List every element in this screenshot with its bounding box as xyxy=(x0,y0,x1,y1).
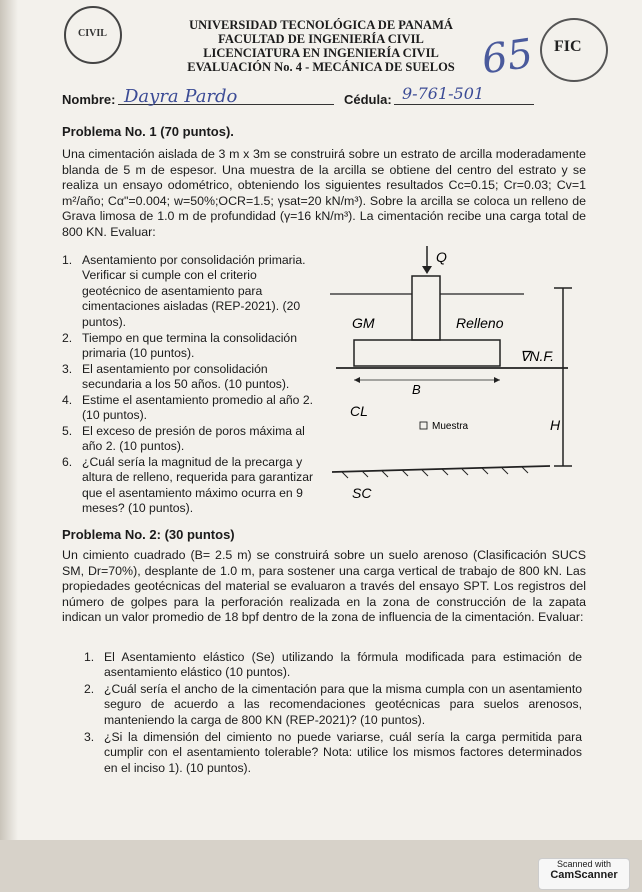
width-label: B xyxy=(412,382,421,397)
soil-profile-diagram xyxy=(328,240,588,510)
page-shadow xyxy=(0,0,18,840)
load-arrowhead xyxy=(422,266,432,274)
p2-item-number: 3. xyxy=(84,730,95,744)
p1-item-number: 4. xyxy=(62,393,73,407)
p1-item-number: 6. xyxy=(62,455,73,469)
name-label: Nombre: xyxy=(62,92,116,107)
thickness-label: H xyxy=(550,417,561,433)
p1-item-number: 2. xyxy=(62,331,73,345)
load-label: Q xyxy=(436,249,447,265)
p1-item-number: 5. xyxy=(62,424,73,438)
sample-label: Muestra xyxy=(432,421,469,432)
problem-1-title: Problema No. 1 (70 puntos). xyxy=(62,124,234,139)
problem-1-statement: Una cimentación aislada de 3 m x 3m se construirá sobre un estrato de arcilla moderadamente blanda de 5 m de espesor. Una muestra de la arcilla se obtiene del centro del estrato y se realiza un ensayo odométrico, obteniendo los siguientes resultados Cc=0.15; Cr=0.03; Cv=1 m²/año; Cα"=0.004; w=50%;OCR=1.5; γsat=20 kN/m³). Sobre la arcilla se coloca un relleno de Grava limosa de 1.0 m de profundidad (γ=16 kN/m³). La cimentación recibe una carga total de 800 KN. Evaluar: xyxy=(62,147,586,239)
student-name: Dayra Pardo xyxy=(124,86,238,107)
header-faculty: FACULTAD DE INGENIERÍA CIVIL xyxy=(218,32,424,46)
gm-label: GM xyxy=(352,315,375,331)
p1-item-number: 3. xyxy=(62,362,73,376)
p2-item-number: 1. xyxy=(84,650,95,664)
handwritten-score: 65 xyxy=(479,30,536,84)
id-underline xyxy=(394,104,534,105)
width-arrow-right xyxy=(494,377,500,383)
camscanner-watermark xyxy=(538,858,630,890)
problem-2-title: Problema No. 2: (30 puntos) xyxy=(62,527,235,542)
p1-item-6: ¿Cuál sería la magnitud de la precarga y altura de relleno, requerida para garantizar que el asentamiento máximo ocurra en 9 meses? (10 puntos). xyxy=(82,455,314,516)
header-evaluation: EVALUACIÓN No. 4 - MECÁNICA DE SUELOS xyxy=(187,60,455,74)
scanner-line-2: CamScanner xyxy=(550,869,618,881)
sample-marker xyxy=(420,422,427,429)
exam-header xyxy=(0,18,642,74)
p2-item-number: 2. xyxy=(84,682,95,696)
header-degree: LICENCIATURA EN INGENIERÍA CIVIL xyxy=(203,46,439,60)
footing xyxy=(354,340,500,366)
scanner-line-1: Scanned with xyxy=(556,859,612,869)
p1-item-1: Asentamiento por consolidación primaria. Verificar si cumple con el criterio geotécnico de asentamiento para cimentaciones aisladas (REP-2021). (20 puntos). xyxy=(82,253,306,329)
clay-label: CL xyxy=(350,403,368,419)
bottom-label: SC xyxy=(352,485,372,501)
fill-label: Relleno xyxy=(456,315,504,331)
problem-2-statement: Un cimiento cuadrado (B= 2.5 m) se construirá sobre un suelo arenoso (Clasificación SUCS SM, Dr=70%), desplante de 1.0 m, para sostener una carga vertical de trabajo de 800 kN. Las propiedades geotécnicas del material se evaluaron a través del ensayo SPT. Los registros del número de golpes para la perforación realizada en la zona de construcción de la zapata indican un valor promedio de 18 bpf dentro de la zona de influencia de la cimentación. Evaluar: xyxy=(62,548,586,624)
p1-item-3: El asentamiento por consolidación secundaria a los 50 años. (10 puntos). xyxy=(82,362,290,392)
p1-item-2: Tiempo en que termina la consolidación primaria (10 puntos). xyxy=(82,331,297,361)
p1-item-4: Estime el asentamiento promedio al año 2. (10 puntos). xyxy=(82,393,314,423)
p2-item-1: El Asentamiento elástico (Se) utilizando la fórmula modificada para estimación de asentamiento elástico (10 puntos). xyxy=(104,650,582,680)
water-table-label: ∇N.F. xyxy=(520,348,555,364)
p1-item-5: El exceso de presión de poros máxima al año 2. (10 puntos). xyxy=(82,424,305,454)
p2-item-2: ¿Cuál sería el ancho de la cimentación para que la misma cumpla con un asentamiento seguro de acuerdo a las recomendaciones geotécnicas para suelos arenosos, manteniendo la carga de 800 KN (REP-2021)? (10 puntos). xyxy=(104,682,582,727)
column xyxy=(412,276,440,340)
id-label: Cédula: xyxy=(344,92,392,107)
faculty-logo-text: FIC xyxy=(554,38,582,55)
p1-item-number: 1. xyxy=(62,253,73,267)
width-arrow-left xyxy=(354,377,360,383)
bottom-boundary xyxy=(332,466,550,472)
p2-item-3: ¿Si la dimensión del cimiento no puede variarse, cuál sería la carga permitida para cumplir con el asentamiento tolerable? Nota: utilice los mismos factores determinados en el inciso 1). (10 puntos). xyxy=(104,730,582,775)
header-university: UNIVERSIDAD TECNOLÓGICA DE PANAMÁ xyxy=(189,18,453,32)
student-id: 9-761-501 xyxy=(402,84,485,103)
seal-text: CIVIL xyxy=(78,28,107,39)
